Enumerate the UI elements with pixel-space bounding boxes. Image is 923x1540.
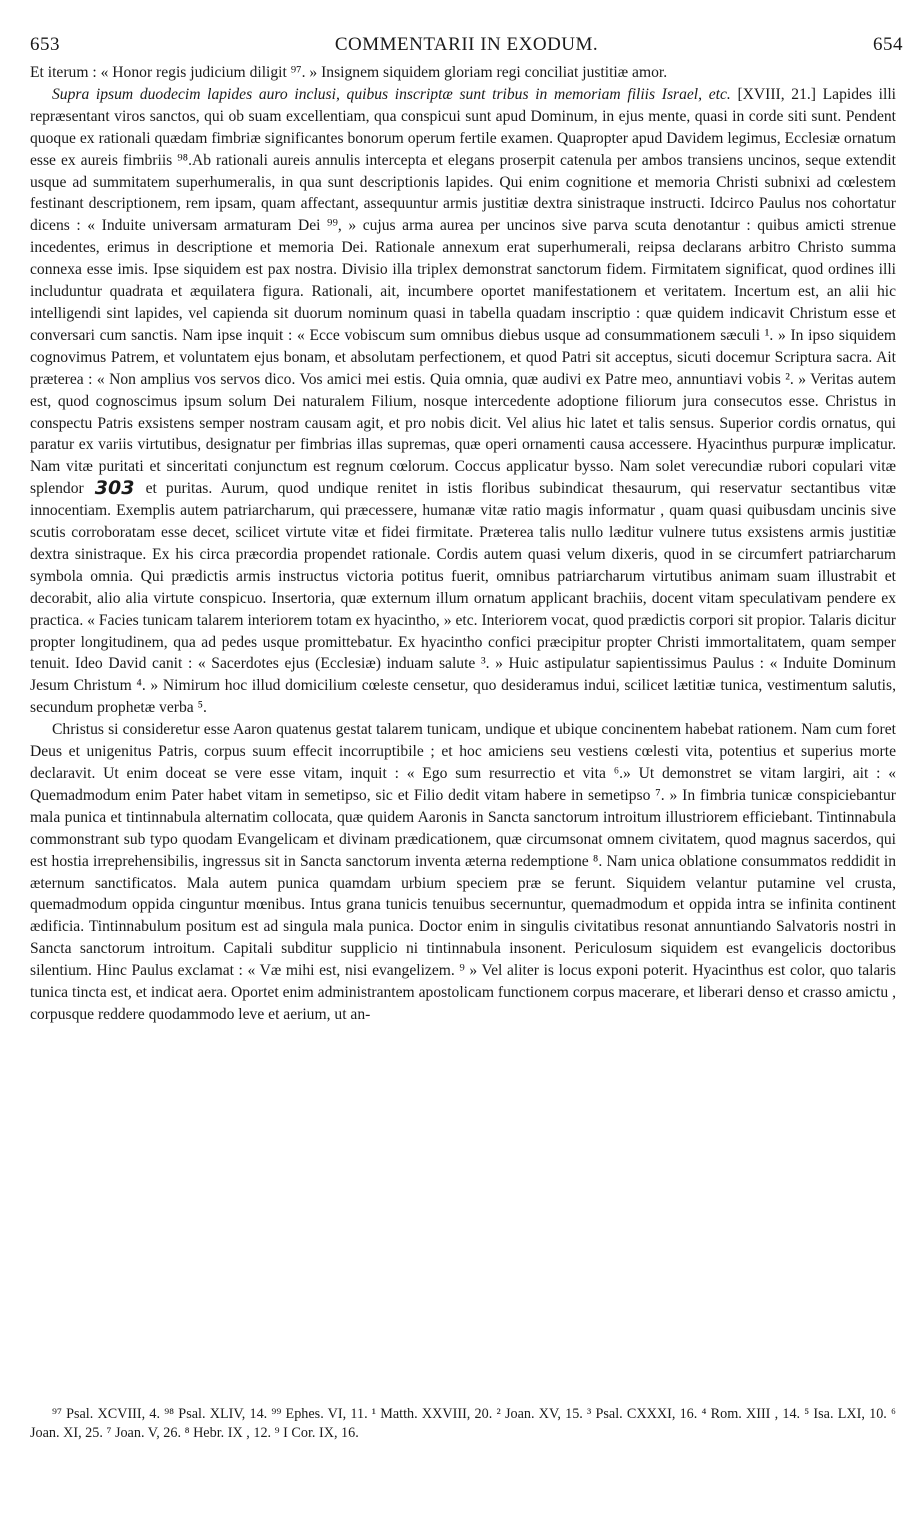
paragraph-1: Et iterum : « Honor regis judicium diligit ⁹⁷. » Insignem siquidem gloriam regi conciliat justitiæ amor. bbox=[30, 64, 668, 81]
running-header bbox=[30, 34, 903, 60]
paragraph-2 bbox=[30, 84, 896, 719]
body-text bbox=[30, 62, 896, 1026]
footnotes: ⁹⁷ Psal. XCVIII, 4. ⁹⁸ Psal. XLIV, 14. ⁹⁹ Ephes. VI, 11. ¹ Matth. XXVIII, 20. ² Joan. XV, 15. ³ Psal. CXXXI, 16. ⁴ Rom. XIII , 14. ⁵ Isa. LXI, 10. ⁶ Joan. XI, 25. ⁷ Joan. V, 26. ⁸ Hebr. IX , 12. ⁹ I Cor. IX, 16. bbox=[30, 1406, 896, 1441]
paragraph-2-text-b: et puritas. Aurum, quod undique renitet in istis floribus subindicat thesaurum, qui reservatur sectantibus vitæ innocentiam. Exemplis autem patriarcharum, qui præcessere, humanæ vitæ ratio magis informatur , quam quasi quibusdam uncinis sive scutis corroboratam esse decet, scilicet virtute vitæ et fidei firmitate. Præterea talis nullo læditur vulnere tutus exsistens armis justitiæ dextra sinistraque. Ex his circa præcordia propendet rationale. Cordis autem quasi velum dixeris, quod in se circumfert patriarcharum symbola omnia. Qui prædictis armis instructus victoria potitus fuerit, omnibus patriarcharum virtutibus animam suam illustrabit et decorabit, alio alia virtute conspicuo. Insertoria, quæ externum illum ornatum applicant brachiis, docent vitam speculativam pendere ex practica. « Facies tunicam talarem interiorem totam ex hyacintho, » etc. Interiorem vocat, quod prædictis corpori sit propior. Talaris dicitur propter longitudinem, qua ad pedes usque promittebatur. Ex hyacintho confici præcipitur propter Christi immortalitatem, quam semper tenuit. Ideo David canit : « Sacerdotes ejus (Ecclesiæ) induam salute ³. » Huic astipulatur sapientissimus Paulus : « Induite Dominum Jesum Christum ⁴. » Nimirum hoc illud domicilium cœleste censetur, quo desideramus indui, scilicet lætitiæ tunica, vestimentum salutis, secundum prophetæ verba ⁵. bbox=[30, 480, 896, 717]
page-number-right: 654 bbox=[873, 34, 903, 55]
marginal-number: 303 bbox=[94, 477, 135, 500]
paragraph-2-text-a: [XVIII, 21.] Lapides illi repræsentant viros sanctos, qui ob suam excellentiam, qua conspicui sunt apud Dominum, in ejus mente, quasi in corde siti sunt. Pendent quoque ex rationali quædam fimbriæ significantes bonorum operum fertile examen. Quapropter apud Davidem legimus, Ecclesiæ ornatum esse ex aureis fimbriis ⁹⁸.Ab rationali aureis annulis intercepta et elegans proserpit catenula per ambos transiens uncinos, seque extendit usque ad summitatem superhumeralis, in qua sunt descriptionis lapides. Qui enim cognitione et memoria Christi subnixi ad cœlestem festinant descriptionem, rem ipsam, quam affectant, assequuntur armis justitiæ dextra sinistraque instructi. Idcirco Paulus nos cohortatur dicens : « Induite universam armaturam Dei ⁹⁹, » cujus arma aurea per uncinos sive parva scuta denotantur : quibus amicti strenue incedentes, erimus in descriptione et memoria Dei. Rationale annexum erat superhumerali, reipsa declarans arbitro Christo summa connexa esse imis. Ipse siquidem est pax nostra. Divisio illa triplex demonstrat sanctorum fidem. Firmitatem significat, quod ordines illi includuntur quadrata et æquilatera figura. Rationali, ait, incumbere oportet manifestationem et veritatem. Incertum est, an alii hic intelligendi sint lapides, vel capienda sit duorum nominum quasi in tabella quadam inscriptio : quæ quidem indicavit Christum esse et conversari cum sanctis. Nam ipse inquit : « Ecce vobiscum sum omnibus diebus usque ad consummationem sæculi ¹. » In ipso siquidem cognovimus Patrem, et voluntatem ejus bonam, et absolutam perfectionem, et quod Patri sit acceptus, sicuti docemur Scriptura sacra. Ait præterea : « Non amplius vos servos dico. Vos amici mei estis. Quia omnia, quæ audivi ex Patre meo, annuntiavi vobis ². » Veritas autem est, quod cognoscimus ipsum solum Dei naturalem Filium, nosque intercedente adoptione filiorum jura consecutos esse. Christus in conspectu Patris exsistens semper nostram causam agit, et pro nobis dicit. Vel alius hic latet et talis sensus. Superior cordis ornatus, qui paratur ex variis virtutibus, designatur per fimbrias illas supremas, quæ operi ornamenti causa accessere. Hyacinthus purpuræ implicatur. Nam vitæ puritati et sinceritati conjunctum est regnum cœlorum. Coccus applicatur bysso. Nam solet verecundiæ rubori copulari vitæ splendor bbox=[30, 85, 897, 498]
section-heading: Supra ipsum duodecim lapides auro inclusi, quibus inscriptæ sunt tribus in memoriam filiis Israel, etc. bbox=[52, 85, 731, 103]
page-number-left: 653 bbox=[30, 34, 60, 55]
paragraph-3: Christus si consideretur esse Aaron quatenus gestat talarem tunicam, undique et ubique concinentem habebat rationem. Nam cum foret Deus et unigenitus Patris, corpus suum effecit incorruptibile ; et hoc amiciens seu vestiens cœlesti vita, potentius et superius morte declaravit. Ut enim doceat se vere esse vitam, inquit : « Ego sum resurrectio et vita ⁶.» Ut demonstret se vitam largiri, ait : « Quemadmodum enim Pater habet vitam in semetipso, sic et Filio dedit vitam habere in semetipso ⁷. » In fimbria tunicæ conspiciebantur mala punica et tintinnabula alternatim collocata, quæ quidem Aaronis in Sancta sanctorum introitum illustriorem efficiebant. Tintinnabula commonstrant sub typo quodam Evangelicam et divinam prædicationem, quæ circumsonat omnem civitatem, quod magnus sacerdos, qui est hostia irreprehensibilis, ingressus sit in Sancta sanctorum inventa æterna redemptione ⁸. Nam unica oblatione consummatos reddidit in æternum sanctificatos. Mala autem punica quamdam urbium speciem præ se ferunt. Siquidem velantur putamine vel crusta, quemadmodum oppida cinguntur mœnibus. Intus grana tunicis tenuibus secernuntur, quemadmodum et oppida intra se infinita continent ædificia. Tintinnabulum positum est ad singula mala punica. Doctor enim in singulis civitatibus resonat annuntiando Salvatoris nostri in Sancta sanctorum introitum. Capitali subditur supplicio ni tintinnabula insonent. Periculosum siquidem est evangelicis doctoribus silentium. Hinc Paulus exclamat : « Væ mihi est, nisi evangelizem. ⁹ » Vel aliter is locus exponi poterit. Hyacinthus est color, quo talaris tunica tincta est, et indicat aera. Oportet enim administrantem apostolicam functionem corpus macerare, et liberari denso et crasso amictu , corpusque reddere quodammodo leve et aerium, ut an- bbox=[30, 721, 896, 1023]
running-title: COMMENTARII IN EXODUM. bbox=[334, 34, 599, 55]
